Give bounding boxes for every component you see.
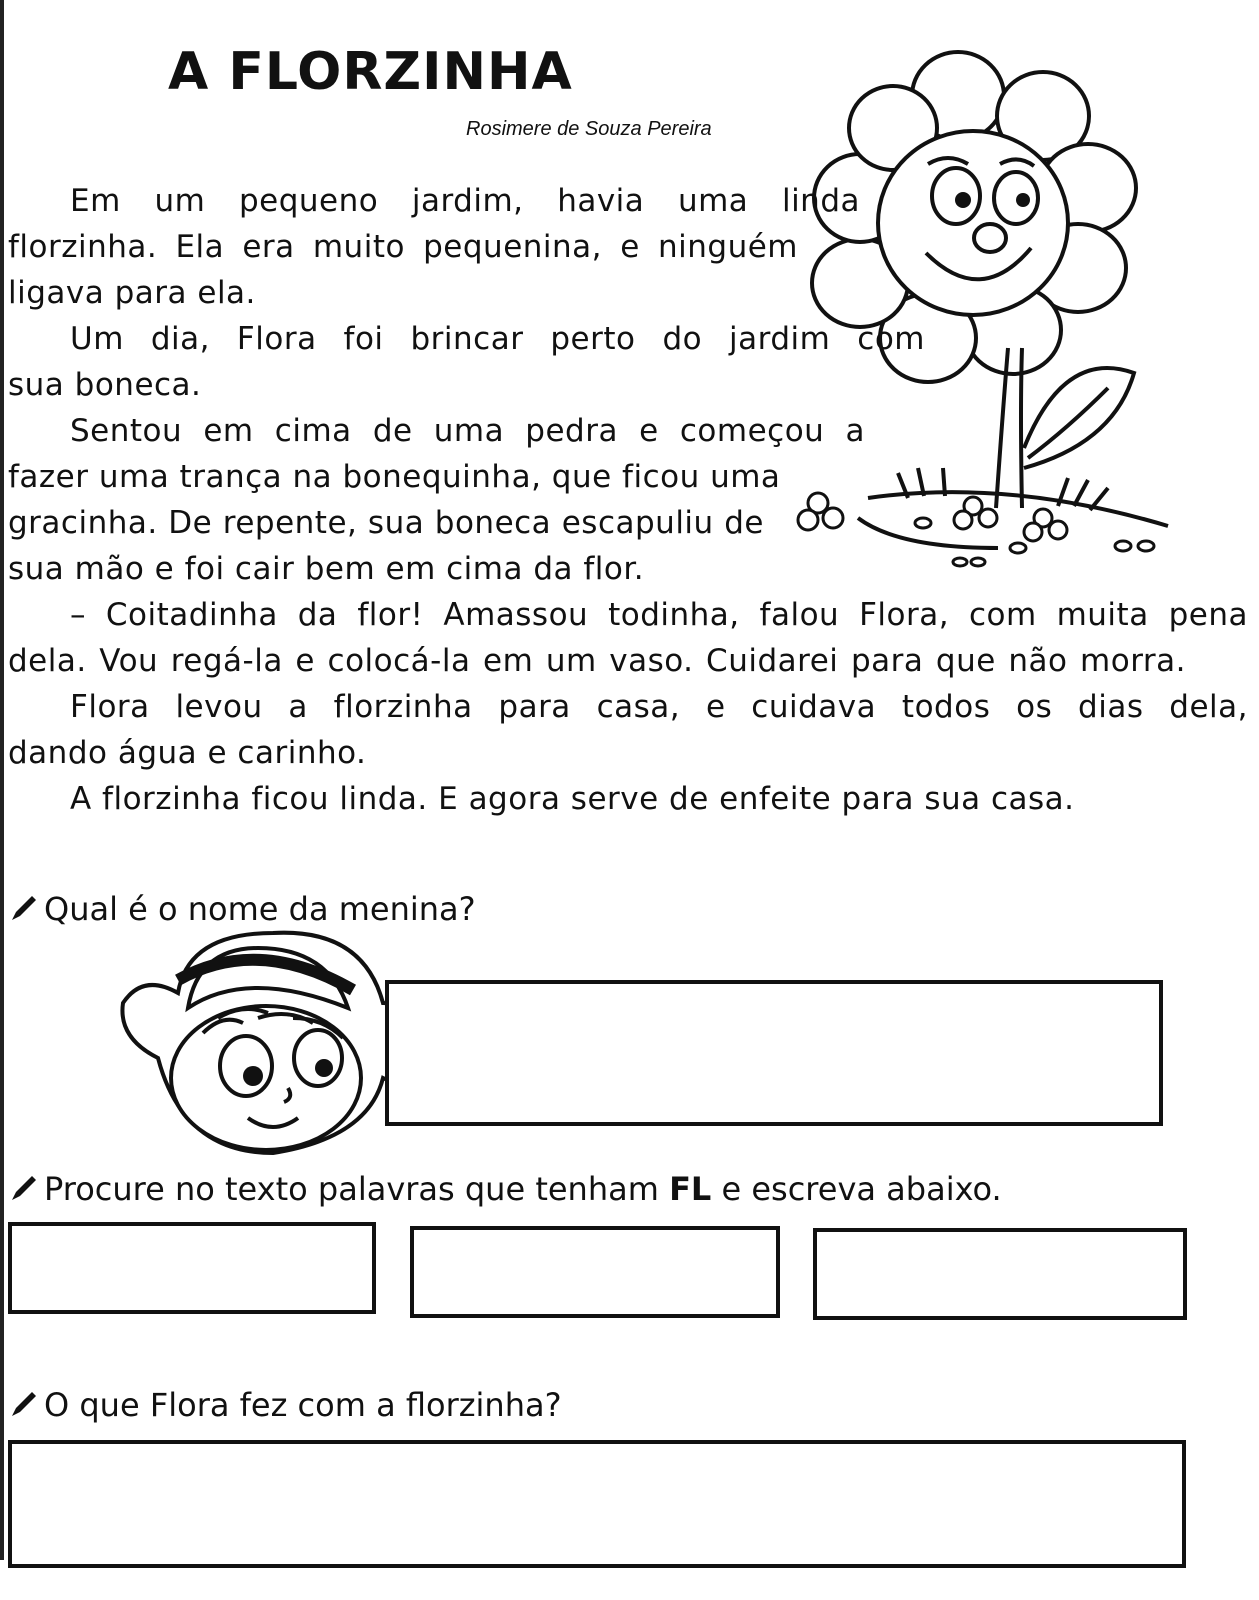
question-2-text-after: e escreva abaixo. — [721, 1170, 1002, 1208]
story-line: fazer uma trança na bonequinha, que ficou uma — [8, 459, 781, 495]
question-3-text: O que Flora fez com a florzinha? — [44, 1386, 562, 1424]
question-1 — [8, 888, 476, 928]
question-2-bold-fl: FL — [669, 1170, 712, 1208]
question-2-text-before: Procure no texto palavras que tenham — [44, 1170, 659, 1208]
story-line: ligava para ela. — [8, 275, 256, 311]
story-line: florzinha. Ela era muito pequenina, e ninguém — [8, 229, 798, 265]
page-border — [0, 0, 4, 1560]
story-line: dela. Vou regá-la e colocá-la em um vaso. Cuidarei para que não morra. — [8, 643, 1186, 679]
question-3 — [8, 1384, 562, 1424]
story-line: sua mão e foi cair bem em cima da flor. — [8, 551, 645, 587]
story-text — [8, 178, 1248, 822]
worksheet-title: A FLORZINHA — [168, 42, 573, 102]
story-line: Flora levou a florzinha para casa, e cuidava todos os dias dela, — [70, 689, 1248, 725]
fl-word-answer-box-2[interactable] — [410, 1226, 780, 1318]
question-2 — [8, 1168, 1002, 1208]
story-line: Sentou em cima de uma pedra e começou a — [70, 413, 865, 449]
pencil-icon — [8, 888, 44, 928]
story-line: – Coitadinha da flor! Amassou todinha, falou Flora, com muita pena — [70, 597, 1248, 633]
girl-face-illustration — [108, 938, 418, 1156]
girl-name-answer-box[interactable] — [385, 980, 1163, 1126]
story-line: sua boneca. — [8, 367, 202, 403]
story-line: Um dia, Flora foi brincar perto do jardim com — [70, 321, 925, 357]
question-1-text: Qual é o nome da menina? — [44, 890, 476, 928]
author-credit: Rosimere de Souza Pereira — [466, 118, 712, 140]
pencil-icon — [8, 1168, 44, 1208]
fl-word-answer-box-3[interactable] — [813, 1228, 1187, 1320]
pencil-icon — [8, 1384, 44, 1424]
story-line: Em um pequeno jardim, havia uma linda — [70, 183, 860, 219]
fl-word-answer-box-1[interactable] — [8, 1222, 376, 1314]
story-line: dando água e carinho. — [8, 735, 367, 771]
story-line: A florzinha ficou linda. E agora serve de enfeite para sua casa. — [70, 781, 1075, 817]
story-line: gracinha. De repente, sua boneca escapuliu de — [8, 505, 764, 541]
flora-action-answer-box[interactable] — [8, 1440, 1186, 1568]
